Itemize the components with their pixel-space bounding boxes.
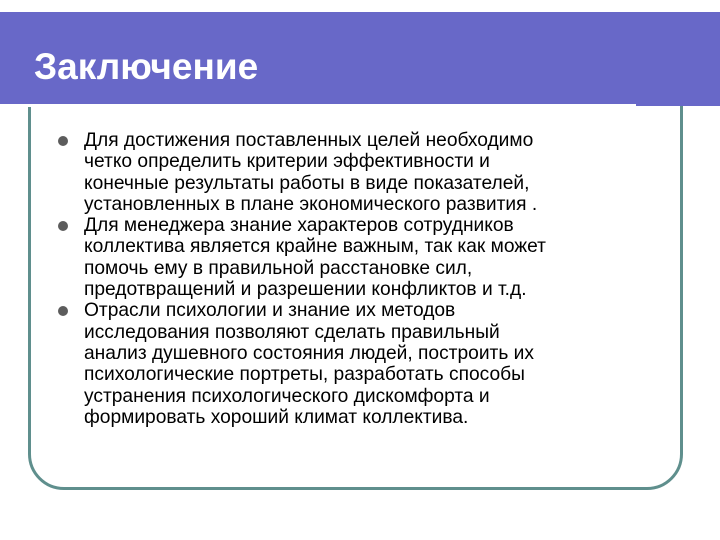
bullet-text-line: анализ душевного состояния людей, построить их (84, 342, 534, 364)
bullet-text-line: формировать хороший климат коллектива. (84, 406, 469, 428)
bullet-icon (58, 306, 68, 316)
bullet-item (58, 130, 680, 215)
title-underline (0, 104, 636, 107)
bullet-text-line: психологические портреты, разработать способы (84, 364, 525, 386)
bullet-text-line: устранения психологического дискомфорта и (84, 385, 490, 407)
bullet-text-line: помочь ему в правильной расстановке сил, (84, 257, 473, 279)
bullet-text-line: Для менеджера знание характеров сотрудников (84, 215, 514, 237)
bullet-text-line: исследования позволяют сделать правильный (84, 321, 500, 343)
bullet-list (58, 130, 680, 428)
bullet-text-line: конечные результаты работы в виде показателей, (84, 172, 530, 194)
slide-title: Заключение (34, 46, 259, 87)
bullet-text-line: Отрасли психологии и знание их методов (84, 300, 456, 322)
bullet-text-line: четко определить критерии эффективности и (84, 151, 490, 173)
bullet-text-line: Для достижения поставленных целей необходимо (84, 130, 534, 151)
bullet-icon (58, 136, 68, 146)
bullet-icon (58, 221, 68, 231)
bullet-text-line: предотвращений и разрешении конфликтов и т.д. (84, 279, 527, 301)
bullet-item (58, 300, 680, 428)
bullet-text-line: коллектива является крайне важным, так как может (84, 236, 546, 258)
bullet-text-line: установленных в плане экономического развития . (84, 193, 538, 215)
bullet-item (58, 215, 680, 300)
title-bar (0, 12, 720, 106)
